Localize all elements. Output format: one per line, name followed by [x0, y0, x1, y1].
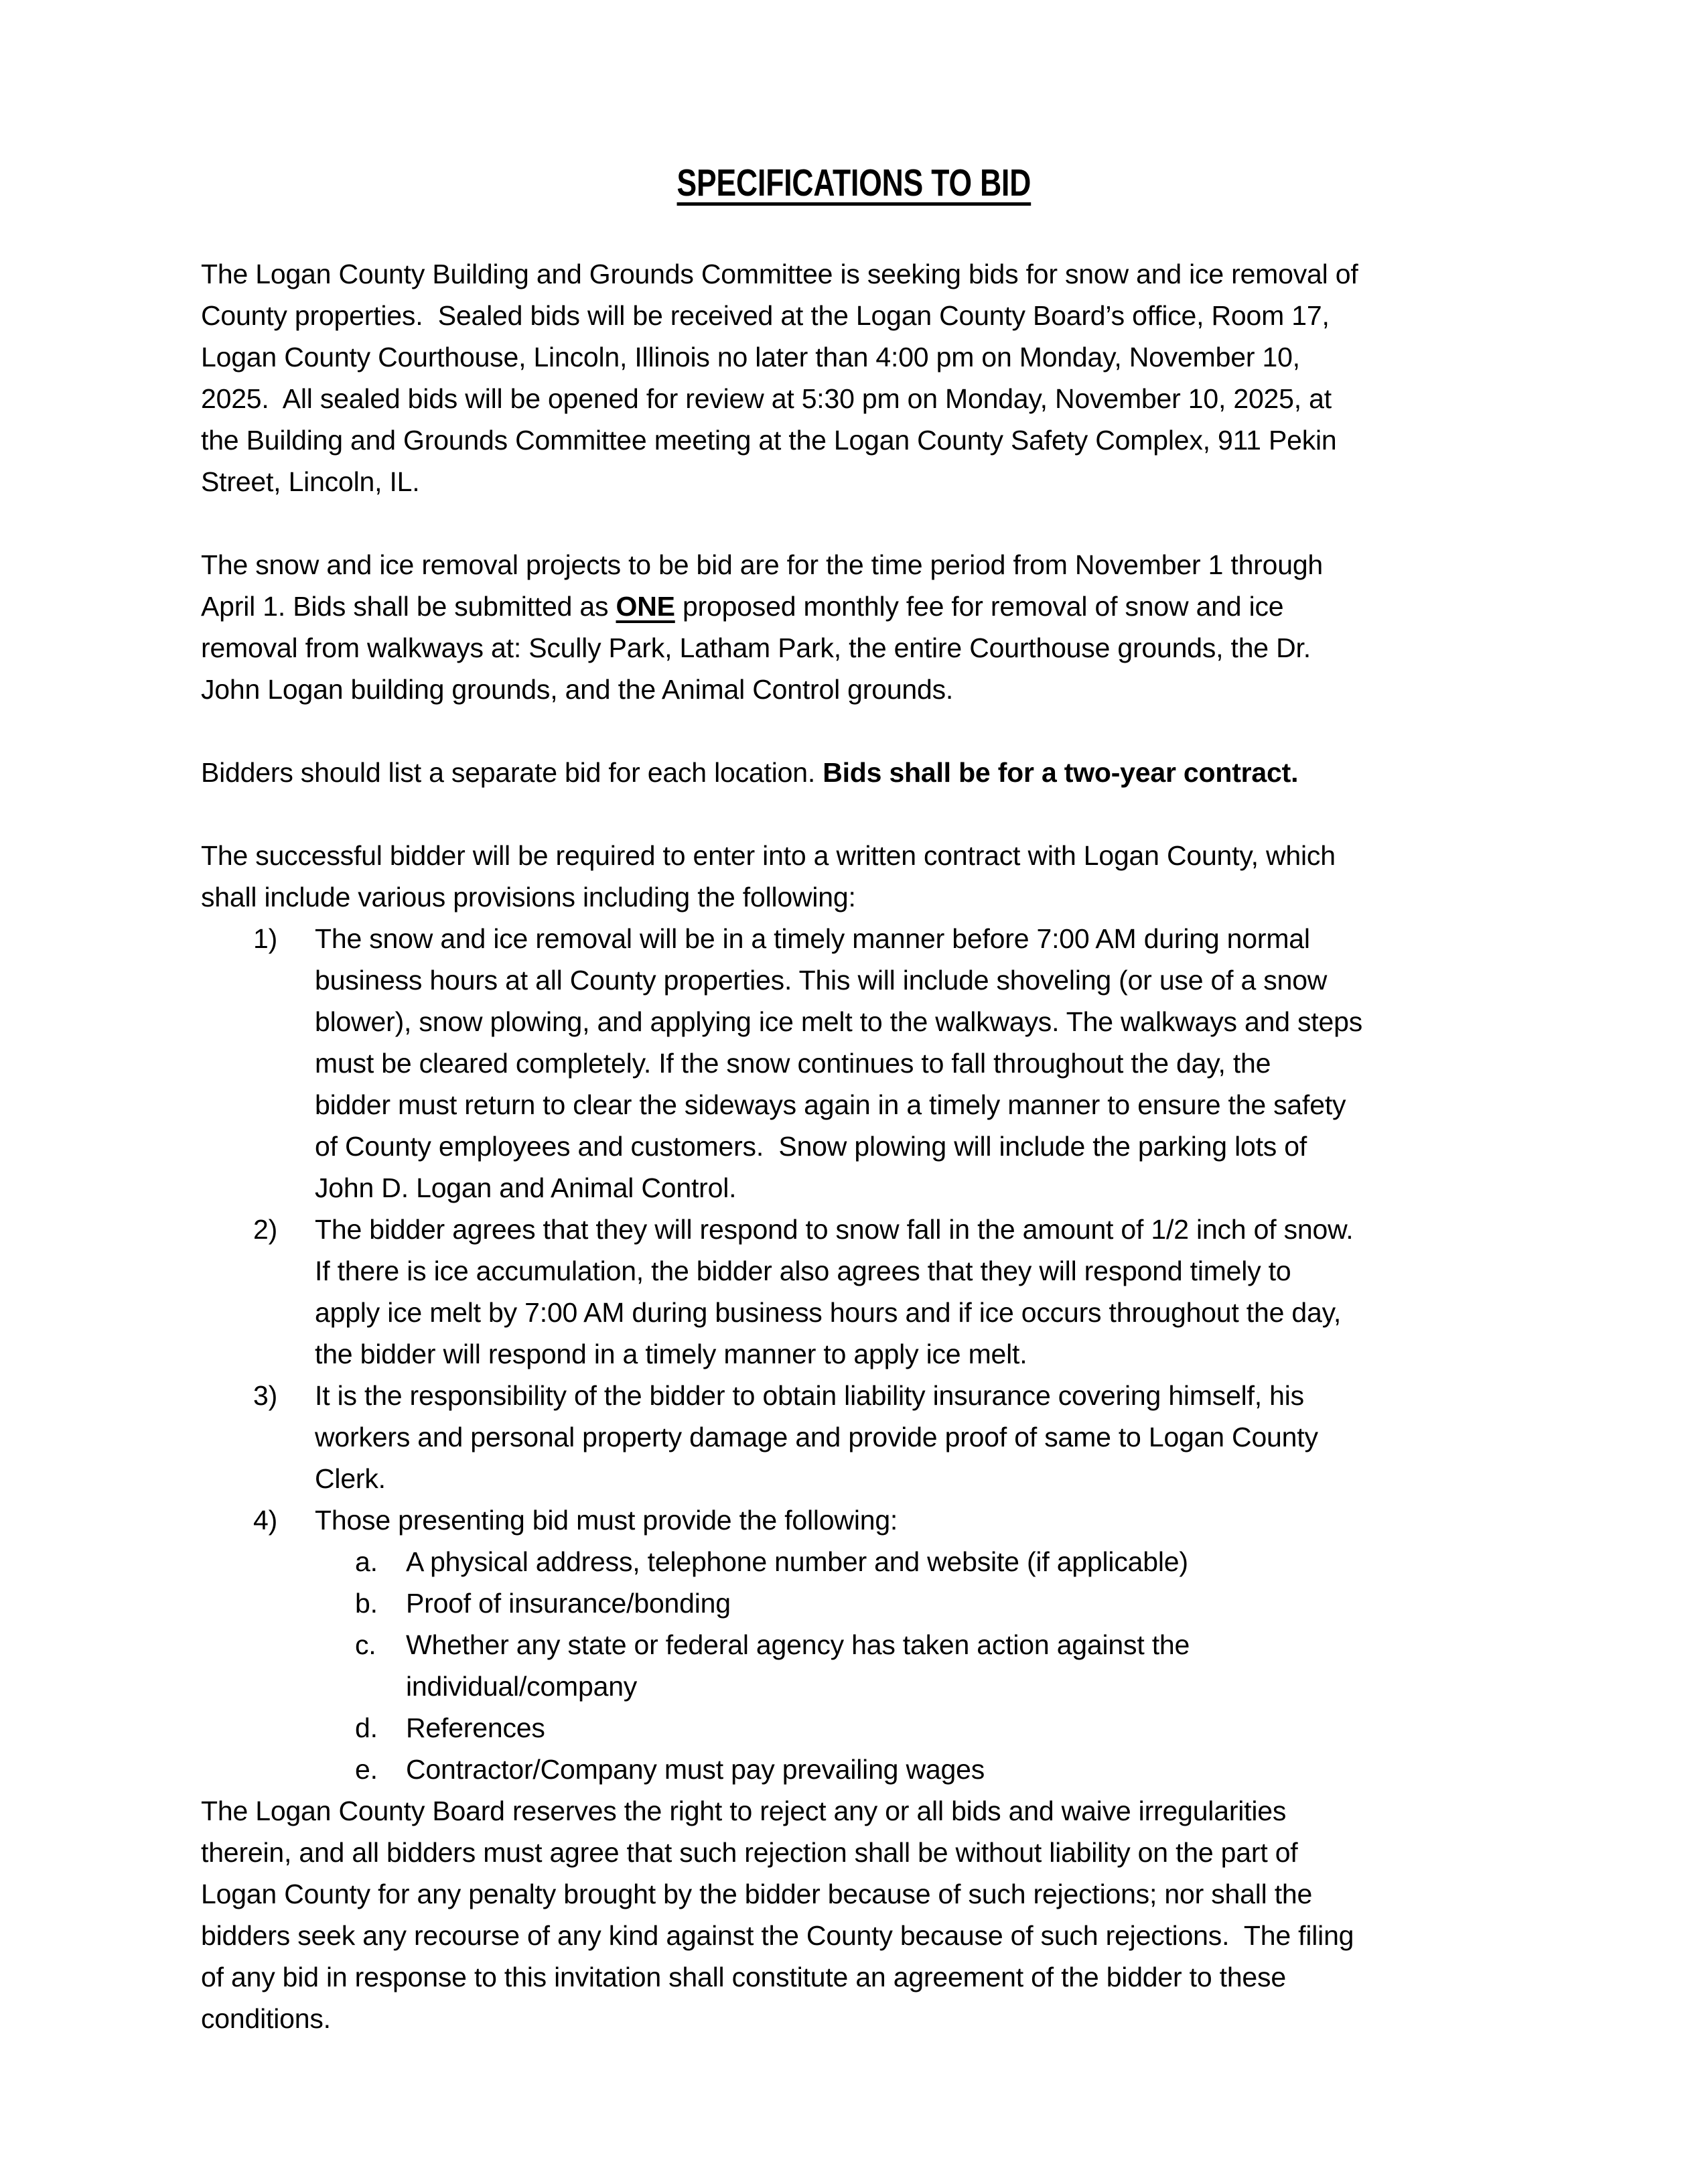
- text-run: Contractor/Company must pay prevailing wages: [406, 1754, 985, 1785]
- paragraph: [201, 544, 1520, 710]
- text-run: apply ice melt by 7:00 AM during business hours and if ice occurs throughout the day,: [315, 1297, 1342, 1328]
- list-item: [201, 918, 1520, 1209]
- text-run: 2025. All sealed bids will be opened for review at 5:30 pm on Monday, November 10, 2025, at: [201, 383, 1332, 414]
- text-run: blower), snow plowing, and applying ice melt to the walkways. The walkways and steps: [315, 1006, 1363, 1037]
- text-run: Those presenting bid must provide the following:: [315, 1505, 898, 1536]
- list-item: [201, 1582, 1520, 1624]
- list-marker: e.: [355, 1754, 378, 1785]
- list-item: [201, 1209, 1520, 1375]
- list-item: [201, 1624, 1520, 1707]
- list-item: [201, 1499, 1520, 1541]
- text-run: It is the responsibility of the bidder to obtain liability insurance covering himself, his: [315, 1380, 1304, 1411]
- text-line: [406, 1707, 1520, 1749]
- text-run: The bidder agrees that they will respond to snow fall in the amount of 1/2 inch of snow.: [315, 1214, 1354, 1245]
- text-line: [315, 1001, 1520, 1042]
- paragraph: [201, 1790, 1520, 2039]
- text-line: [315, 1209, 1520, 1250]
- text-line: [201, 419, 1520, 461]
- list-marker: d.: [355, 1712, 378, 1743]
- text-line: [406, 1582, 1520, 1624]
- text-run: the bidder will respond in a timely manner to apply ice melt.: [315, 1339, 1027, 1369]
- text-line: [315, 1375, 1520, 1416]
- text-line: [201, 1956, 1520, 1998]
- text-run: workers and personal property damage and provide proof of same to Logan County: [315, 1422, 1318, 1452]
- text-line: [201, 669, 1520, 710]
- document-body: [201, 253, 1520, 2039]
- text-run: therein, and all bidders must agree that such rejection shall be without liability on the part of: [201, 1837, 1298, 1868]
- text-run: The snow and ice removal will be in a timely manner before 7:00 AM during normal: [315, 923, 1310, 954]
- text-line: [315, 1167, 1520, 1209]
- text-line: [201, 1790, 1520, 1832]
- paragraph: [201, 752, 1520, 793]
- text-run: The Logan County Board reserves the right to reject any or all bids and waive irregularities: [201, 1796, 1287, 1826]
- text-run: Bids shall be for a two-year contract.: [823, 757, 1299, 788]
- list-marker: b.: [355, 1588, 378, 1619]
- text-line: [201, 336, 1520, 378]
- text-line: [201, 752, 1520, 793]
- text-run: If there is ice accumulation, the bidder also agrees that they will respond timely to: [315, 1256, 1291, 1286]
- text-run: removal from walkways at: Scully Park, Latham Park, the entire Courthouse grounds, the Dr.: [201, 632, 1311, 663]
- text-line: [315, 1458, 1520, 1499]
- list-item: [201, 1375, 1520, 1499]
- text-line: [406, 1666, 1520, 1707]
- text-line: [315, 1042, 1520, 1084]
- text-run: References: [406, 1712, 545, 1743]
- text-line: [201, 586, 1520, 627]
- text-run: Bidders should list a separate bid for each location.: [201, 757, 823, 788]
- text-run: Logan County for any penalty brought by the bidder because of such rejections; nor shall the: [201, 1879, 1313, 1909]
- text-line: [406, 1749, 1520, 1790]
- list-item: [201, 1541, 1520, 1582]
- text-run: business hours at all County properties. This will include shoveling (or use of a snow: [315, 965, 1328, 996]
- text-run: proposed monthly fee for removal of snow and ice: [674, 591, 1284, 622]
- text-line: [315, 959, 1520, 1001]
- text-run: bidders seek any recourse of any kind against the County because of such rejections. The filing: [201, 1920, 1354, 1951]
- text-line: [201, 876, 1520, 918]
- text-run: bidder must return to clear the sideways again in a timely manner to ensure the safety: [315, 1089, 1346, 1120]
- list-marker: a.: [355, 1546, 378, 1577]
- text-line: [201, 1873, 1520, 1915]
- text-line: [315, 1292, 1520, 1333]
- list-marker: 4): [253, 1505, 278, 1536]
- text-run: must be cleared completely. If the snow continues to fall throughout the day, the: [315, 1048, 1271, 1079]
- list-marker: c.: [355, 1629, 376, 1660]
- text-run: John Logan building grounds, and the Animal Control grounds.: [201, 674, 954, 705]
- text-run: individual/company: [406, 1671, 638, 1702]
- text-run: Whether any state or federal agency has taken action against the: [406, 1629, 1190, 1660]
- text-run: The successful bidder will be required to enter into a written contract with Logan County, which: [201, 840, 1336, 871]
- text-line: [201, 378, 1520, 419]
- text-line: [315, 918, 1520, 959]
- text-line: [406, 1541, 1520, 1582]
- text-run: of County employees and customers. Snow plowing will include the parking lots of: [315, 1131, 1307, 1162]
- text-line: [315, 1333, 1520, 1375]
- text-line: [201, 627, 1520, 669]
- text-run: of any bid in response to this invitation shall constitute an agreement of the bidder to these: [201, 1962, 1286, 1992]
- text-line: [315, 1250, 1520, 1292]
- text-line: [201, 253, 1520, 295]
- text-run: A physical address, telephone number and website (if applicable): [406, 1546, 1188, 1577]
- paragraph: [201, 835, 1520, 918]
- list-marker: 3): [253, 1380, 278, 1411]
- text-line: [406, 1624, 1520, 1666]
- text-run: Proof of insurance/bonding: [406, 1588, 731, 1619]
- text-run: John D. Logan and Animal Control.: [315, 1172, 737, 1203]
- text-line: [315, 1416, 1520, 1458]
- text-line: [201, 544, 1520, 586]
- document-title: [0, 159, 1708, 206]
- text-run: Clerk.: [315, 1463, 386, 1494]
- text-run: The Logan County Building and Grounds Committee is seeking bids for snow and ice removal of: [201, 259, 1358, 289]
- list-marker: 2): [253, 1214, 278, 1245]
- text-run: conditions.: [201, 2003, 331, 2034]
- paragraph: [201, 253, 1520, 502]
- text-run: the Building and Grounds Committee meeting at the Logan County Safety Complex, 911 Pekin: [201, 425, 1337, 456]
- text-run: County properties. Sealed bids will be received at the Logan County Board’s office, Room 17,: [201, 300, 1330, 331]
- document-title-text: SPECIFICATIONS TO BID: [677, 161, 1031, 204]
- text-line: [315, 1126, 1520, 1167]
- text-line: [201, 1832, 1520, 1873]
- text-line: [201, 1998, 1520, 2039]
- text-line: [201, 461, 1520, 502]
- text-line: [201, 1915, 1520, 1956]
- text-line: [315, 1499, 1520, 1541]
- list-marker: 1): [253, 923, 278, 954]
- text-run: The snow and ice removal projects to be bid are for the time period from November 1 through: [201, 549, 1324, 580]
- text-run: Logan County Courthouse, Lincoln, Illinois no later than 4:00 pm on Monday, November 10,: [201, 342, 1300, 372]
- text-line: [201, 835, 1520, 876]
- list-item: [201, 1749, 1520, 1790]
- text-line: [315, 1084, 1520, 1126]
- text-run: April 1. Bids shall be submitted as: [201, 591, 616, 622]
- text-line: [201, 295, 1520, 336]
- text-run: Street, Lincoln, IL.: [201, 466, 420, 497]
- text-run: shall include various provisions including the following:: [201, 882, 856, 912]
- text-run: ONE: [616, 591, 675, 622]
- list-item: [201, 1707, 1520, 1749]
